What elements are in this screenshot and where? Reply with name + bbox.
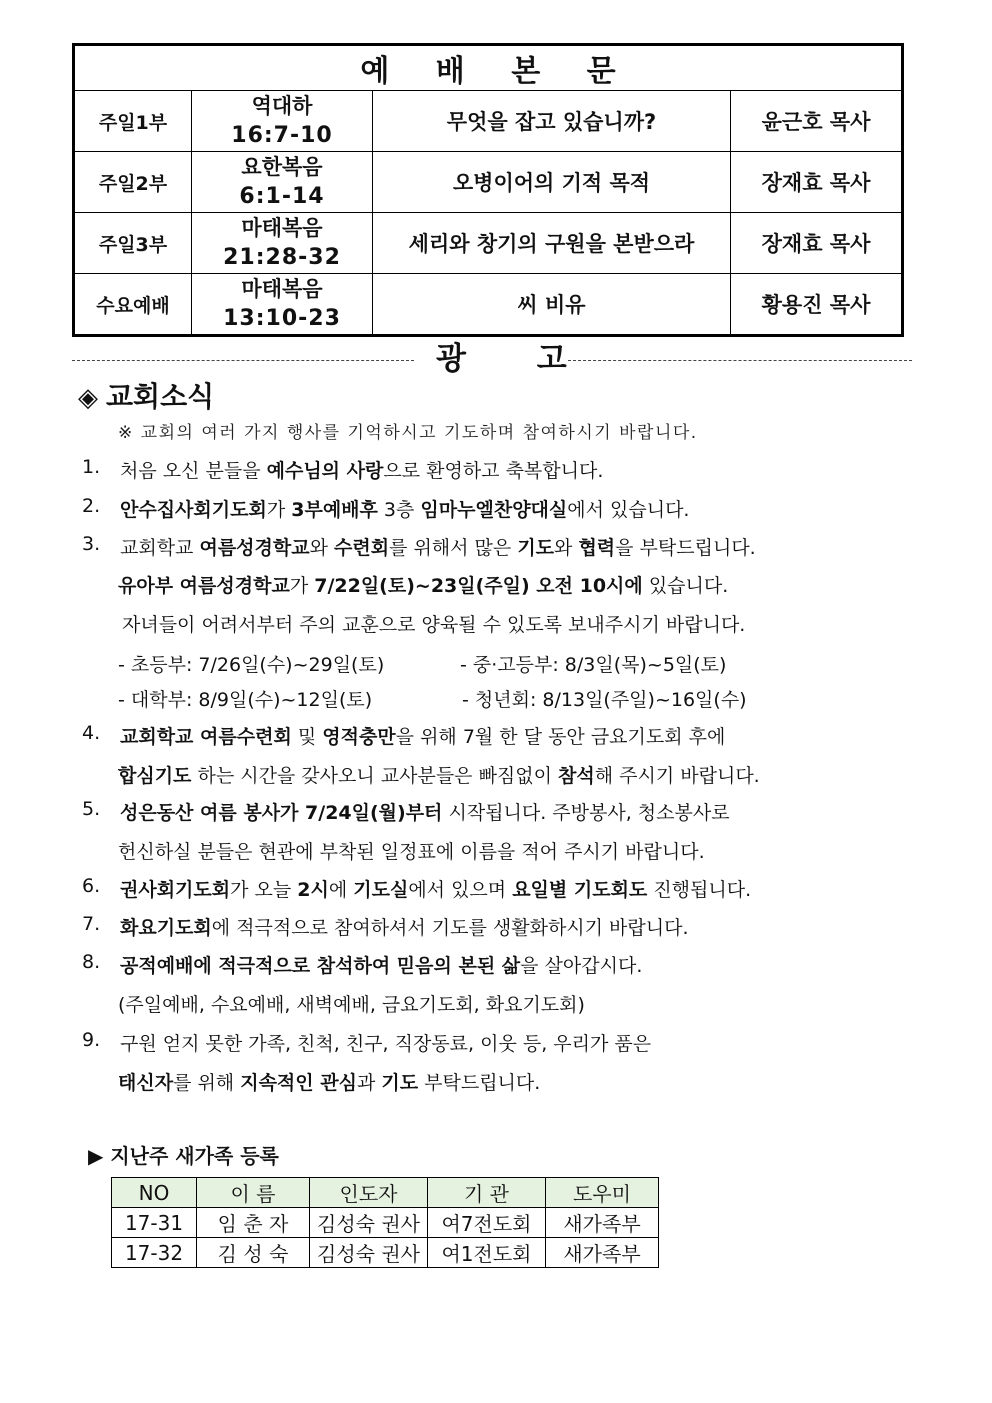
announcement-title: 광 고 bbox=[436, 341, 597, 377]
line-text: 해 주시기 바랍니다. bbox=[594, 765, 760, 787]
scripture-book: 마태복음 bbox=[241, 277, 323, 301]
newcomer-cell: 임 춘 자 bbox=[197, 1208, 310, 1238]
announcement-line bbox=[118, 650, 384, 677]
line-text: (주일예배, 수요예배, 새벽예배, 금요기도회, 화요기도회) bbox=[118, 994, 585, 1016]
announcement-line bbox=[118, 685, 372, 712]
announcement-line bbox=[118, 837, 705, 864]
divider-left bbox=[72, 360, 414, 361]
sermon-title: 씨 비유 bbox=[373, 274, 731, 336]
scripture bbox=[192, 152, 373, 213]
line-text: 가 bbox=[289, 575, 315, 597]
item-number: 8. bbox=[82, 951, 101, 973]
emphasis-text: 요일별 기도회도 bbox=[512, 879, 648, 901]
newcomer-header: 인도자 bbox=[310, 1178, 428, 1208]
service-name: 주일3부 bbox=[74, 213, 192, 274]
announcement-line bbox=[460, 650, 726, 677]
line-text: 에 bbox=[328, 879, 354, 901]
worship-row bbox=[74, 152, 903, 213]
divider-right bbox=[568, 360, 912, 361]
line-text: 헌신하실 분들은 현관에 부착된 일정표에 이름을 적어 주시기 바랍니다. bbox=[118, 841, 705, 863]
line-text: 진행됩니다. bbox=[647, 879, 752, 901]
scripture bbox=[192, 213, 373, 274]
newcomer-header: 도우미 bbox=[546, 1178, 659, 1208]
line-text: 으로 환영하고 축복합니다. bbox=[383, 460, 604, 482]
announcement-line bbox=[120, 951, 642, 978]
newcomer-cell: 여7전도회 bbox=[428, 1208, 546, 1238]
line-text: 있습니다. bbox=[642, 575, 729, 597]
item-number: 1. bbox=[82, 456, 101, 478]
announcement-line bbox=[120, 1029, 651, 1056]
newcomer-row bbox=[112, 1208, 659, 1238]
line-text: 및 bbox=[291, 726, 323, 748]
item-number: 2. bbox=[82, 495, 101, 517]
newcomer-title: ▶ 지난주 새가족 등록 bbox=[88, 1144, 279, 1168]
scripture-chapter: 13:10-23 bbox=[223, 306, 341, 331]
line-text: - 중·고등부: 8/3일(목)~5일(토) bbox=[460, 654, 727, 676]
sermon-title: 오병이어의 기적 목적 bbox=[373, 152, 731, 213]
line-text: 3층 bbox=[377, 499, 421, 521]
worship-table bbox=[72, 43, 904, 337]
line-text: 를 위해서 많은 bbox=[389, 537, 518, 559]
emphasis-text: 참석 bbox=[558, 765, 595, 787]
newcomer-table bbox=[111, 1177, 659, 1268]
line-text: 을 위해 7월 한 달 동안 금요기도회 후에 bbox=[395, 726, 726, 748]
announcement-header bbox=[72, 333, 912, 377]
emphasis-text: 3부예배후 bbox=[291, 499, 378, 521]
emphasis-text: 임마누엘찬양대실 bbox=[420, 499, 568, 521]
preacher: 윤근호 목사 bbox=[731, 91, 903, 152]
announcement-line bbox=[120, 875, 751, 902]
worship-row bbox=[74, 213, 903, 274]
announcement-line bbox=[118, 1068, 540, 1095]
line-text: 와 bbox=[309, 537, 334, 559]
scripture-book: 마태복음 bbox=[241, 216, 323, 240]
newcomer-cell: 여1전도회 bbox=[428, 1238, 546, 1268]
emphasis-text: 권사회기도회 bbox=[120, 879, 231, 901]
emphasis-text: 기도 bbox=[381, 1072, 419, 1094]
announcement-line bbox=[462, 685, 747, 712]
sermon-title: 세리와 창기의 구원을 본받으라 bbox=[373, 213, 731, 274]
scripture-book: 역대하 bbox=[251, 94, 313, 118]
line-text: 구원 얻지 못한 가족, 친척, 친구, 직장동료, 이웃 등, 우리가 품은 bbox=[120, 1033, 652, 1055]
newcomer-cell: 김성숙 권사 bbox=[310, 1238, 428, 1268]
emphasis-text: 성은동산 여름 봉사가 7/24일(월)부터 bbox=[120, 802, 443, 824]
line-text: 시작됩니다. 주방봉사, 청소봉사로 bbox=[442, 802, 730, 824]
announcement-line bbox=[118, 571, 728, 598]
scripture bbox=[192, 274, 373, 336]
line-text: 가 오늘 bbox=[230, 879, 298, 901]
line-text: 가 bbox=[266, 499, 292, 521]
emphasis-text: 여름성경학교 bbox=[199, 537, 310, 559]
scripture-book: 요한복음 bbox=[241, 155, 323, 179]
newcomer-header: 이 름 bbox=[197, 1178, 310, 1208]
line-text: 자녀들이 어려서부터 주의 교훈으로 양육될 수 있도록 보내주시기 바랍니다. bbox=[122, 614, 746, 636]
announcement-line bbox=[120, 798, 730, 825]
item-number: 3. bbox=[82, 533, 101, 555]
item-number: 5. bbox=[82, 798, 101, 820]
scripture bbox=[192, 91, 373, 152]
emphasis-text: 화요기도회 bbox=[120, 917, 212, 939]
service-name: 수요예배 bbox=[74, 274, 192, 336]
emphasis-text: 예수님의 사랑 bbox=[266, 460, 384, 482]
emphasis-text: 지속적인 관심 bbox=[240, 1072, 357, 1094]
line-text: 교회학교 bbox=[120, 537, 200, 559]
line-text: 처음 오신 분들을 bbox=[120, 460, 267, 482]
service-name: 주일2부 bbox=[74, 152, 192, 213]
announcement-line bbox=[122, 610, 745, 637]
section-title-text: 교회소식 bbox=[106, 380, 215, 413]
scripture-chapter: 16:7-10 bbox=[231, 123, 333, 148]
line-text: 를 위해 bbox=[173, 1072, 241, 1094]
newcomer-cell: 김 성 숙 bbox=[197, 1238, 310, 1268]
line-text: 에 적극적으로 참여하셔서 기도를 생활화하시기 바랍니다. bbox=[211, 917, 689, 939]
diamond-icon: ◈ bbox=[78, 383, 98, 413]
line-text: - 청년회: 8/13일(주일)~16일(수) bbox=[462, 689, 747, 711]
emphasis-text: 유아부 여름성경학교 bbox=[118, 575, 290, 597]
line-text: 을 부탁드립니다. bbox=[615, 537, 756, 559]
emphasis-text: 영적충만 bbox=[322, 726, 396, 748]
newcomer-header: 기 관 bbox=[428, 1178, 546, 1208]
newcomer-cell: 17-31 bbox=[112, 1208, 197, 1238]
newcomer-cell: 17-32 bbox=[112, 1238, 197, 1268]
emphasis-text: 7/22일(토)~23일(주일) 오전 10시에 bbox=[314, 575, 643, 597]
line-text: - 대학부: 8/9일(수)~12일(토) bbox=[118, 689, 373, 711]
line-text: 에서 있으며 bbox=[408, 879, 513, 901]
item-number: 6. bbox=[82, 875, 101, 897]
scripture-chapter: 6:1-14 bbox=[239, 184, 325, 209]
newcomer-header: NO bbox=[112, 1178, 197, 1208]
announcement-line bbox=[120, 722, 725, 749]
line-text: 와 bbox=[554, 537, 579, 559]
worship-row bbox=[74, 91, 903, 152]
newcomer-cell: 김성숙 권사 bbox=[310, 1208, 428, 1238]
service-name: 주일1부 bbox=[74, 91, 192, 152]
emphasis-text: 기도 bbox=[517, 537, 555, 559]
emphasis-text: 협력 bbox=[578, 537, 616, 559]
announcement-line bbox=[120, 495, 689, 522]
emphasis-text: 2시 bbox=[297, 879, 329, 901]
line-text: 부탁드립니다. bbox=[418, 1072, 541, 1094]
line-text: 과 bbox=[356, 1072, 382, 1094]
line-text: 에서 있습니다. bbox=[567, 499, 690, 521]
emphasis-text: 합심기도 bbox=[118, 765, 192, 787]
line-text: 하는 시간을 갖사오니 교사분들은 빠짐없이 bbox=[191, 765, 559, 787]
announcement-line bbox=[120, 913, 689, 940]
line-text: - 초등부: 7/26일(수)~29일(토) bbox=[118, 654, 385, 676]
item-number: 9. bbox=[82, 1029, 101, 1051]
sermon-title: 무엇을 잡고 있습니까? bbox=[373, 91, 731, 152]
announcement-line bbox=[120, 533, 756, 560]
preacher: 장재효 목사 bbox=[731, 213, 903, 274]
newcomer-row bbox=[112, 1238, 659, 1268]
newcomer-cell: 새가족부 bbox=[546, 1208, 659, 1238]
newcomer-cell: 새가족부 bbox=[546, 1238, 659, 1268]
emphasis-text: 교회학교 여름수련회 bbox=[120, 726, 292, 748]
emphasis-text: 기도실 bbox=[353, 879, 409, 901]
announcement-line bbox=[120, 456, 603, 483]
emphasis-text: 수련회 bbox=[334, 537, 390, 559]
scripture-chapter: 21:28-32 bbox=[223, 245, 341, 270]
announcement-note: ※ 교회의 여러 가지 행사를 기억하시고 기도하며 참여하시기 바랍니다. bbox=[118, 423, 698, 443]
section-title bbox=[78, 375, 214, 415]
item-number: 4. bbox=[82, 722, 101, 744]
line-text: 을 살아갑시다. bbox=[520, 955, 643, 977]
worship-row bbox=[74, 274, 903, 336]
item-number: 7. bbox=[82, 913, 101, 935]
preacher: 황용진 목사 bbox=[731, 274, 903, 336]
announcement-line bbox=[118, 990, 585, 1017]
emphasis-text: 태신자 bbox=[118, 1072, 174, 1094]
preacher: 장재효 목사 bbox=[731, 152, 903, 213]
announcement-line bbox=[118, 761, 760, 788]
emphasis-text: 공적예배에 적극적으로 참석하여 믿음의 본된 삶 bbox=[120, 955, 521, 977]
worship-title: 예 배 본 문 bbox=[74, 45, 903, 91]
emphasis-text: 안수집사회기도회 bbox=[120, 499, 267, 521]
